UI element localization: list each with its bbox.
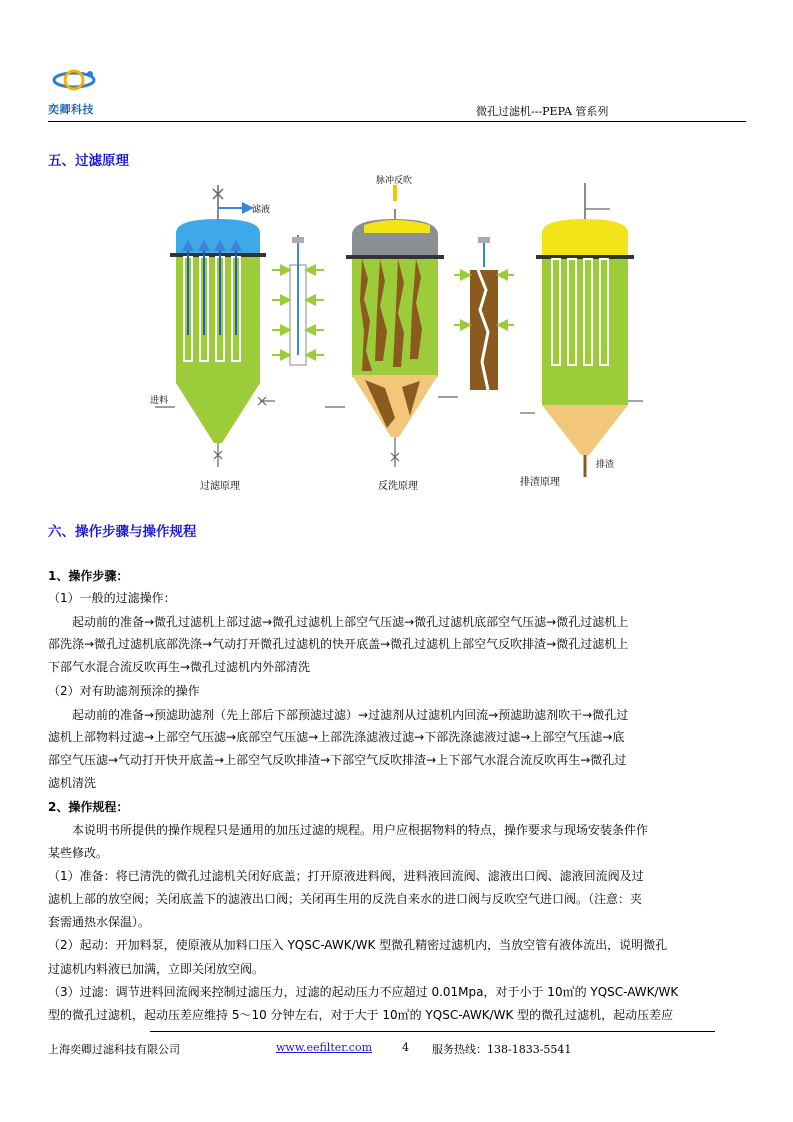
rules-line: 某些修改。 — [48, 846, 109, 860]
filtration-principle-diagram — [140, 175, 650, 495]
steps-title: 1、操作步骤： — [48, 569, 129, 583]
footer-hotline: 服务热线：138-1833-5541 — [432, 1043, 572, 1056]
caption-filtration: 过滤原理 — [200, 481, 240, 492]
vessel-filtration — [155, 185, 275, 467]
footer-divider — [150, 1031, 715, 1032]
rules-title: 2、操作规程： — [48, 800, 129, 814]
body-line: 起动前的准备→预滤助滤剂（先上部后下部预滤过滤）→过滤剂从过滤机内回流→预滤助滤剂吹干→微孔过 — [48, 708, 629, 722]
body-line: 下部气水混合流反吹再生→微孔过滤机内外部清洗 — [48, 660, 311, 674]
header-divider — [48, 121, 746, 122]
vessel-backwash — [325, 185, 458, 467]
rules-line: 型的微孔过滤机，起动压差应维持 5～10 分钟左右，对于大于 10㎡的 YQSC-AWK/WK 型的微孔过滤机，起动压差应 — [48, 1008, 674, 1022]
vessel-discharge — [520, 183, 643, 477]
body-line: 部洗涤→微孔过滤机底部洗涤→气动打开微孔过滤机的快开底盖→微孔过滤机上部空气反吹排渣→微孔过滤机上 — [48, 637, 629, 651]
rules-line: （1）准备：将已清洗的微孔过滤机关闭好底盖；打开原液进料阀，进料液回流阀、滤液出口阀、滤液回流阀及过 — [48, 869, 644, 883]
company-short-name: 奕卿科技 — [48, 103, 94, 116]
label-feed: 进料 — [150, 396, 169, 406]
rules-line: 套需通热水保温）。 — [48, 915, 151, 929]
rules-line: （2）起动：开加料泵，使原液从加料口压入 YQSC-AWK/WK 型微孔精密过滤机内，当放空管有液体流出，说明微孔 — [48, 938, 668, 952]
body-line: 起动前的准备→微孔过滤机上部过滤→微孔过滤机上部空气压滤→微孔过滤机底部空气压滤→微孔过滤机上 — [48, 615, 629, 629]
caption-discharge: 排渣原理 — [520, 477, 560, 488]
body-line: 滤机上部物料过滤→上部空气压滤→底部空气压滤→上部洗涤滤液过滤→下部洗涤滤液过滤→上部空气压滤→底 — [48, 730, 625, 744]
label-filtrate: 滤液 — [252, 205, 271, 215]
body-line: （1）一般的过滤操作： — [48, 591, 176, 605]
caption-backwash: 反洗原理 — [378, 481, 418, 492]
body-line: 部空气压滤→气动打开快开底盖→上部空气反吹排渣→下部空气反吹排渣→上下部气水混合流反吹再生→微孔过 — [48, 753, 627, 767]
label-pulse-backblow: 脉冲反吹 — [376, 176, 413, 186]
rules-line: （3）过滤：调节进料回流阀来控制过滤压力，过滤的起动压力不应超过 0.01Mpa，对于小于 10㎡的 YQSC-AWK/WK — [48, 985, 679, 999]
cartridge-filtration — [272, 235, 324, 365]
rules-line: 滤机上部的放空阀；关闭底盖下的滤液出口阀；关闭再生用的反洗自来水的进口阀与反吹空气进口阀。（注意：夹 — [48, 892, 643, 906]
cartridge-backwash — [454, 237, 514, 390]
rules-line: 过滤机内料液已加满，立即关闭放空阀。 — [48, 962, 265, 976]
footer-page-number: 4 — [402, 1041, 409, 1054]
rules-line: 本说明书所提供的操作规程只是通用的加压过滤的规程。用户应根据物料的特点，操作要求与现场安装条件作 — [48, 823, 649, 837]
footer-company: 上海奕卿过滤科技有限公司 — [48, 1043, 180, 1056]
body-line: （2）对有助滤剂预涂的操作 — [48, 684, 200, 698]
footer-website-link[interactable]: www.eefilter.com — [276, 1041, 373, 1054]
header-series: 微孔过滤机---PEPA 管系列 — [476, 105, 609, 118]
section-5-title: 五、过滤原理 — [48, 153, 129, 169]
body-line: 滤机清洗 — [48, 776, 97, 790]
label-discharge: 排渣 — [596, 460, 615, 470]
section-6-title: 六、操作步骤与操作规程 — [48, 524, 197, 540]
